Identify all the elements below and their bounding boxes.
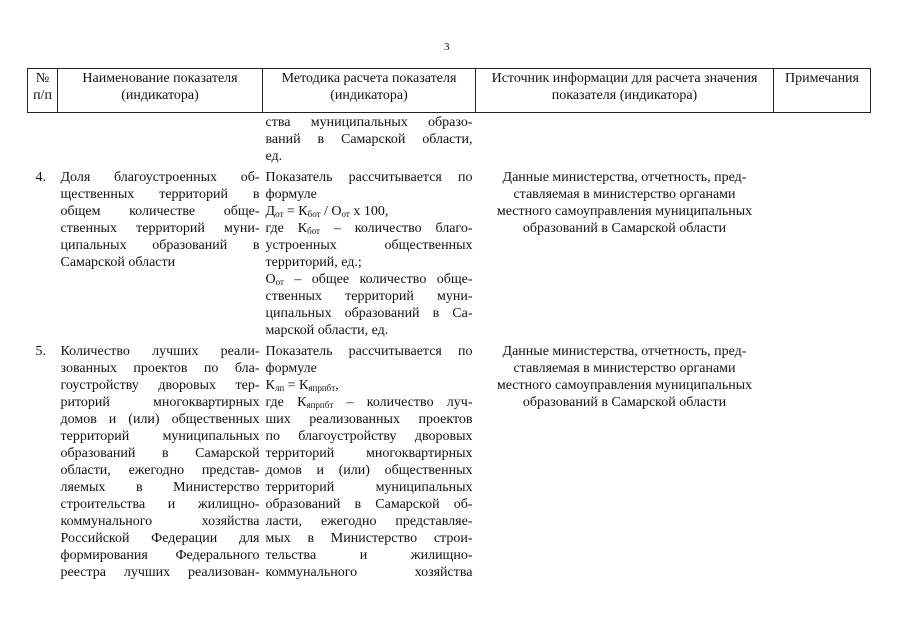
method-line: устроенных общественных (265, 238, 473, 253)
header-method: Методика расчета показателя (индикатора) (263, 69, 476, 113)
method-line: ственных территорий муни- (265, 289, 473, 304)
name-line: строительства и жилищно- (60, 497, 260, 512)
row-4-num: 4. (35, 170, 46, 185)
method-line: Показатель рассчитывается по (265, 170, 473, 185)
source-line: ставляемая в министерство органами (513, 361, 736, 376)
source-line: местного самоуправления муниципальных (496, 378, 753, 393)
method-line: образований в Самарской об- (265, 497, 473, 512)
method-line: где $К_{бот}$ – количество благо- (265, 221, 473, 236)
name-line: ственных территорий муни- (60, 221, 260, 236)
name-line: общем количестве обще- (60, 204, 260, 219)
method-formula: $Д_{от} = К_{бот} / О_{от}$ х 100, (265, 204, 389, 219)
row-4-method (263, 169, 476, 343)
header-name: Наименование показателя (индикатора) (58, 69, 263, 113)
page-number: 3 (444, 41, 450, 53)
row-5-note (774, 343, 871, 581)
method-line: территорий муниципальных (265, 480, 473, 495)
name-line: образований в Самарской (60, 446, 260, 461)
method-line: ласти, ежегодно представляе- (265, 514, 473, 529)
name-line: ципальных образований в (60, 238, 260, 253)
row-5-num: 5. (35, 344, 46, 359)
header-num: № п/п (28, 69, 58, 113)
method-line: тельства и жилищно- (265, 548, 473, 563)
row-5-source (476, 343, 774, 581)
header-source: Источник информации для расчета значения показателя (индикатора) (476, 69, 774, 113)
name-line: зованных проектов по бла- (60, 361, 260, 376)
method-line: формуле (265, 187, 317, 202)
row-cont-name (58, 113, 263, 170)
name-line: реестра лучших реализован- (60, 565, 260, 580)
method-line: мых в Министерство строи- (265, 531, 473, 546)
method-line: домов и (или) общественных (265, 463, 473, 478)
name-line: щественных территорий в (60, 187, 260, 202)
method-line: Показатель рассчитывается по (265, 344, 473, 359)
method-line: коммунального хозяйства (265, 565, 473, 580)
indicators-table (27, 68, 871, 581)
row-4-note (774, 169, 871, 343)
method-line: ства муниципальных образо- (265, 115, 473, 130)
method-line: где $К_{япрпбт}$ – количество луч- (265, 395, 473, 410)
name-line: Доля благоустроенных об- (60, 170, 260, 185)
source-line: образований в Самарской области (522, 395, 727, 410)
method-line: территорий многоквартирных (265, 446, 473, 461)
row-5-method (263, 343, 476, 581)
name-line: домов и (или) общественных (60, 412, 260, 427)
source-line: местного самоуправления муниципальных (496, 204, 753, 219)
method-line: ваний в Самарской области, (265, 132, 473, 147)
name-line: территорий муниципальных (60, 429, 260, 444)
method-line: формуле (265, 361, 317, 376)
name-line: Самарской области (60, 255, 176, 270)
row-5-name (58, 343, 263, 581)
method-line: ед. (265, 149, 283, 164)
header-note: Примечания (774, 69, 871, 113)
name-line: коммунального хозяйства (60, 514, 260, 529)
method-line: ципальных образований в Са- (265, 306, 473, 321)
table-row-5 (28, 343, 871, 581)
source-line: образований в Самарской области (522, 221, 727, 236)
name-line: риторий многоквартирных (60, 395, 260, 410)
method-formula: $К_{лп} = К_{япрпбт}$, (265, 378, 339, 393)
table-row-4 (28, 169, 871, 343)
table-header-row (28, 69, 871, 113)
method-line: по благоустройству дворовых (265, 429, 473, 444)
method-line: территорий, ед.; (265, 255, 362, 270)
row-4-name (58, 169, 263, 343)
row-cont-method (263, 113, 476, 170)
source-line: ставляемая в министерство органами (513, 187, 736, 202)
name-line: ляемых в Министерство (60, 480, 260, 495)
name-line: Количество лучших реали- (60, 344, 260, 359)
method-line: $О_{от}$ – общее количество обще- (265, 272, 473, 287)
name-line: Российской Федерации для (60, 531, 260, 546)
row-4-source (476, 169, 774, 343)
name-line: формирования Федерального (60, 548, 260, 563)
source-line: Данные министерства, отчетность, пред- (502, 344, 747, 359)
method-line: ших реализованных проектов (265, 412, 473, 427)
row-cont-note (774, 113, 871, 170)
method-line: марской области, ед. (265, 323, 389, 338)
row-cont-num (28, 113, 58, 170)
name-line: области, ежегодно представ- (60, 463, 260, 478)
table-row-continued (28, 113, 871, 170)
row-cont-source (476, 113, 774, 170)
source-line: Данные министерства, отчетность, пред- (502, 170, 747, 185)
name-line: гоустройству дворовых тер- (60, 378, 260, 393)
